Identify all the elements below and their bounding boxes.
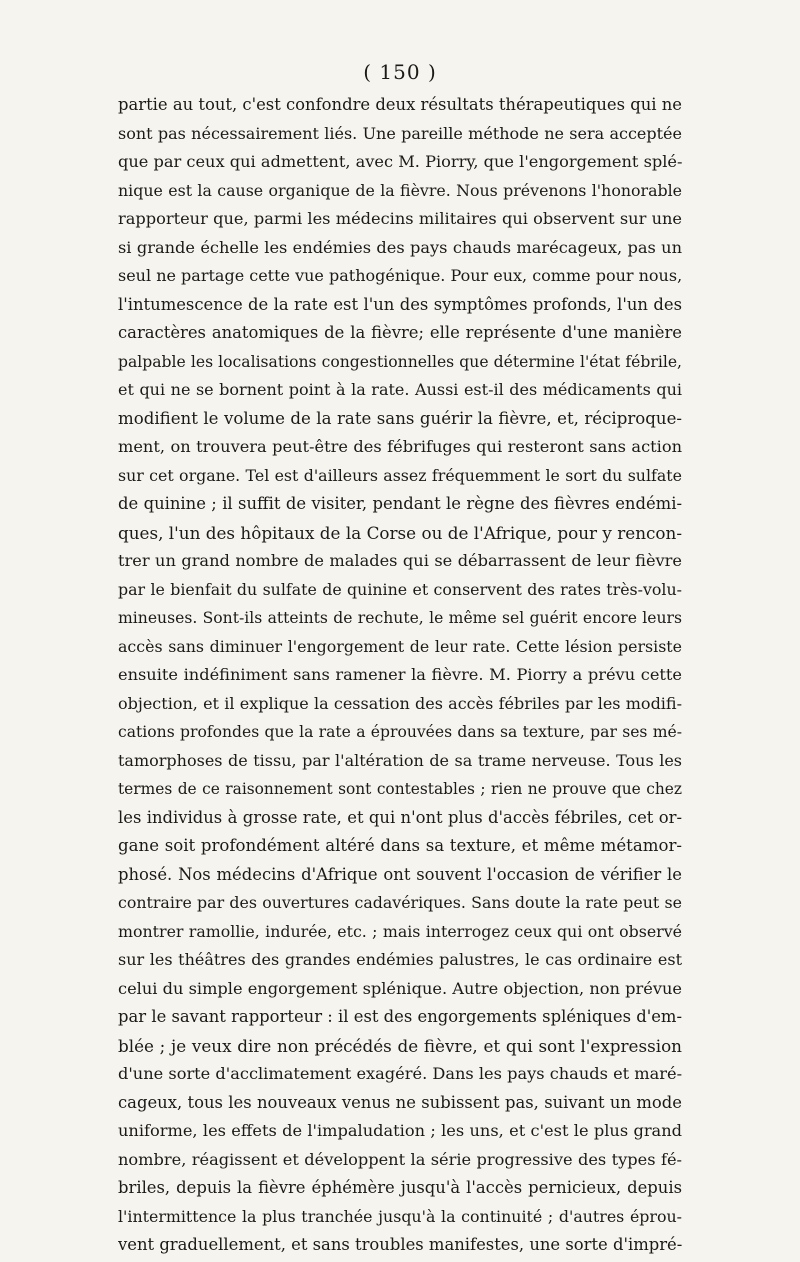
text-line: mineuses. Sont-ils atteints de rechute, le même sel guérit encore leurs — [118, 609, 682, 627]
text-line: nombre, réagissent et développent la série progressive des types fé- — [118, 1149, 682, 1169]
text-line: rapporteur que, parmi les médecins militaires qui observent sur une — [118, 209, 682, 228]
text-line: phosé. Nos médecins d'Afrique ont souvent l'occasion de vérifier le — [118, 864, 682, 884]
text-line: et qui ne se bornent point à la rate. Aussi est-il des médicaments qui — [118, 380, 682, 399]
text-line: modifient le volume de la rate sans guérir la fièvre, et, réciproque- — [118, 408, 682, 428]
text-line: tamorphoses de tissu, par l'altération de sa trame nerveuse. Tous les — [118, 750, 682, 770]
text-line: montrer ramollie, indurée, etc. ; mais interrogez ceux qui ont observé — [118, 921, 682, 941]
text-line: celui du simple engorgement splénique. Autre objection, non prévue — [118, 978, 682, 998]
text-line: si grande échelle les endémies des pays chauds marécageux, pas un — [118, 237, 682, 257]
text-line: seul ne partage cette vue pathogénique. Pour eux, comme pour nous, — [118, 266, 682, 285]
text-line: trer un grand nombre de malades qui se débarrassent de leur fièvre — [118, 551, 682, 570]
text-line: vent graduellement, et sans troubles manifestes, une sorte d'impré- — [118, 1235, 682, 1254]
text-line: nique est la cause organique de la fièvre. Nous prévenons l'honorable — [118, 180, 682, 200]
text-line: sur les théâtres des grandes endémies palustres, le cas ordinaire est — [118, 950, 682, 969]
text-line: par le bienfait du sulfate de quinine et conservent des rates très-volu- — [118, 579, 682, 599]
text-line: partie au tout, c'est confondre deux résultats thérapeutiques qui ne — [118, 95, 682, 114]
text-line: d'une sorte d'acclimatement exagéré. Dans les pays chauds et maré- — [118, 1064, 682, 1083]
text-line: cations profondes que la rate a éprouvées dans sa texture, par ses mé- — [118, 723, 682, 741]
text-line: termes de ce raisonnement sont contestables ; rien ne prouve que chez — [118, 780, 682, 798]
text-line: objection, et il explique la cessation des accès fébriles par les modifi- — [118, 693, 682, 713]
text-line: ensuite indéfiniment sans ramener la fièvre. M. Piorry a prévu cette — [118, 665, 682, 684]
text-line: ment, on trouvera peut-être des fébrifuges qui resteront sans action — [118, 437, 682, 456]
body-text — [118, 91, 682, 1260]
text-line: gane soit profondément altéré dans sa texture, et même métamor- — [118, 836, 682, 855]
text-line: caractères anatomiques de la fièvre; elle représente d'une manière — [118, 323, 682, 342]
text-line: cageux, tous les nouveaux venus ne subissent pas, suivant un mode — [118, 1092, 682, 1112]
text-line: accès sans diminuer l'engorgement de leur rate. Cette lésion persiste — [118, 636, 682, 656]
text-line: de quinine ; il suffit de visiter, pendant le règne des fièvres endémi- — [118, 494, 682, 513]
text-line: briles, depuis la fièvre éphémère jusqu'à l'accès pernicieux, depuis — [118, 1178, 682, 1197]
text-line: contraire par des ouvertures cadavériques. Sans doute la rate peut se — [118, 893, 682, 912]
text-line: que par ceux qui admettent, avec M. Piorry, que l'engorgement splé- — [118, 152, 682, 171]
text-line: par le savant rapporteur : il est des engorgements spléniques d'em- — [118, 1007, 682, 1026]
text-line: l'intermittence la plus tranchée jusqu'à la continuité ; d'autres éprou- — [118, 1206, 682, 1226]
page-number: ( 150 ) — [363, 60, 437, 84]
text-line: sont pas nécessairement liés. Une pareille méthode ne sera acceptée — [118, 123, 682, 143]
text-line: palpable les localisations congestionnelles que détermine l'état fébrile, — [118, 352, 682, 371]
text-line: l'intumescence de la rate est l'un des symptômes profonds, l'un des — [118, 294, 682, 314]
text-line: les individus à grosse rate, et qui n'ont plus d'accès fébriles, cet or- — [118, 807, 682, 827]
text-line: sur cet organe. Tel est d'ailleurs assez fréquemment le sort du sulfate — [118, 465, 682, 485]
text-line: ques, l'un des hôpitaux de la Corse ou de l'Afrique, pour y rencon- — [118, 522, 682, 543]
text-line: blée ; je veux dire non précédés de fièvre, et qui sont l'expression — [118, 1035, 682, 1056]
text-line: uniforme, les effets de l'impaludation ; les uns, et c'est le plus grand — [118, 1121, 682, 1140]
